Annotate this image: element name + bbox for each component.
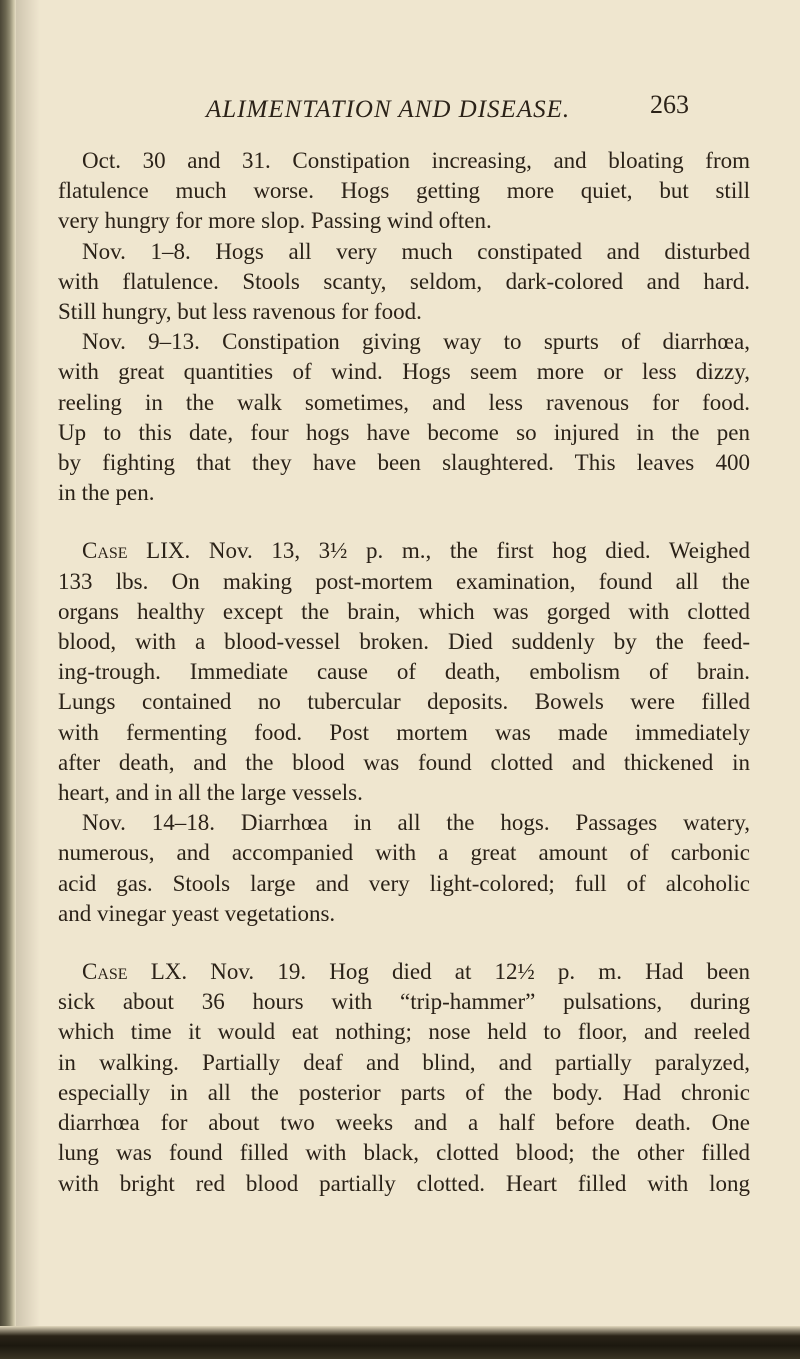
paragraph-nov-14-18	[58, 808, 750, 929]
body-text	[58, 146, 750, 1199]
page-header	[0, 90, 800, 130]
gutter-shadow	[16, 0, 40, 1359]
text-line-rest: Nov. 13, 3½ p. m., the first hog died. Weighed	[190, 538, 751, 564]
text-line: ing-trough. Immediate cause of death, embolism of brain.	[58, 659, 750, 685]
text-line	[58, 957, 750, 987]
text-line: in walking. Partially deaf and blind, and partially paralyzed,	[58, 1049, 750, 1075]
text-line: with bright red blood partially clotted. Heart filled with long	[58, 1170, 750, 1196]
text-line: especially in all the posterior parts of the body. Had chronic	[58, 1079, 750, 1105]
text-line: with fermenting food. Post mortem was made immediately	[58, 719, 750, 745]
text-line: Nov. 9–13. Constipation giving way to spurts of diarrhœa,	[82, 329, 750, 355]
paragraph-case-lx	[58, 957, 750, 1199]
text-line: Lungs contained no tubercular deposits. Bowels were filled	[58, 689, 750, 715]
section-gap	[58, 508, 750, 536]
text-line: reeling in the walk sometimes, and less ravenous for food.	[58, 389, 750, 415]
text-line: numerous, and accompanied with a great amount of carbonic	[58, 840, 750, 866]
text-line: heart, and in all the large vessels.	[58, 780, 363, 806]
text-line-rest: Nov. 19. Hog died at 12½ p. m. Had been	[187, 959, 750, 985]
text-line: with great quantities of wind. Hogs seem more or less dizzy,	[58, 359, 750, 385]
text-line: in the pen.	[58, 480, 155, 506]
text-line: Nov. 14–18. Diarrhœa in all the hogs. Passages watery,	[82, 810, 750, 836]
text-line: flatulence much worse. Hogs getting more quiet, but still	[58, 178, 750, 204]
case-label: Case LIX.	[82, 538, 191, 564]
text-line: Nov. 1–8. Hogs all very much constipated and disturbed	[82, 238, 750, 264]
text-line: and vinegar yeast vegetations.	[58, 900, 336, 926]
paragraph-oct-30-31	[58, 146, 750, 237]
text-line: Oct. 30 and 31. Constipation increasing, and bloating from	[82, 148, 750, 173]
text-line: sick about 36 hours with “trip-hammer” pulsations, during	[58, 989, 750, 1015]
text-line: diarrhœa for about two weeks and a half before death. One	[58, 1110, 750, 1136]
paragraph-nov-9-13	[58, 327, 750, 508]
text-line: Still hungry, but less ravenous for food.	[58, 299, 422, 325]
text-line: after death, and the blood was found clotted and thickened in	[58, 749, 750, 775]
text-line	[58, 536, 750, 566]
text-line: which time it would eat nothing; nose held to floor, and reeled	[58, 1019, 750, 1045]
text-line: by fighting that they have been slaughtered. This leaves 400	[58, 450, 750, 476]
paragraph-nov-1-8	[58, 237, 750, 328]
case-label: Case LX.	[82, 959, 188, 985]
book-binding-edge	[0, 0, 16, 1359]
text-line: Up to this date, four hogs have become so injured in the pen	[58, 419, 750, 445]
page-bottom-edge	[0, 1326, 800, 1359]
running-title: ALIMENTATION AND DISEASE.	[206, 96, 571, 123]
text-line: 133 lbs. On making post-mortem examination, found all the	[58, 568, 750, 594]
text-line: blood, with a blood-vessel broken. Died suddenly by the feed-	[58, 629, 750, 655]
paragraph-case-lix	[58, 536, 750, 808]
text-line: lung was found filled with black, clotted blood; the other filled	[58, 1140, 750, 1166]
text-line: organs healthy except the brain, which was gorged with clotted	[58, 598, 750, 624]
page-number: 263	[650, 90, 689, 119]
text-line: with flatulence. Stools scanty, seldom, dark-colored and hard.	[58, 268, 750, 294]
text-line: very hungry for more slop. Passing wind often.	[58, 208, 492, 234]
section-gap	[58, 929, 750, 957]
text-line: acid gas. Stools large and very light-colored; full of alcoholic	[58, 870, 750, 896]
